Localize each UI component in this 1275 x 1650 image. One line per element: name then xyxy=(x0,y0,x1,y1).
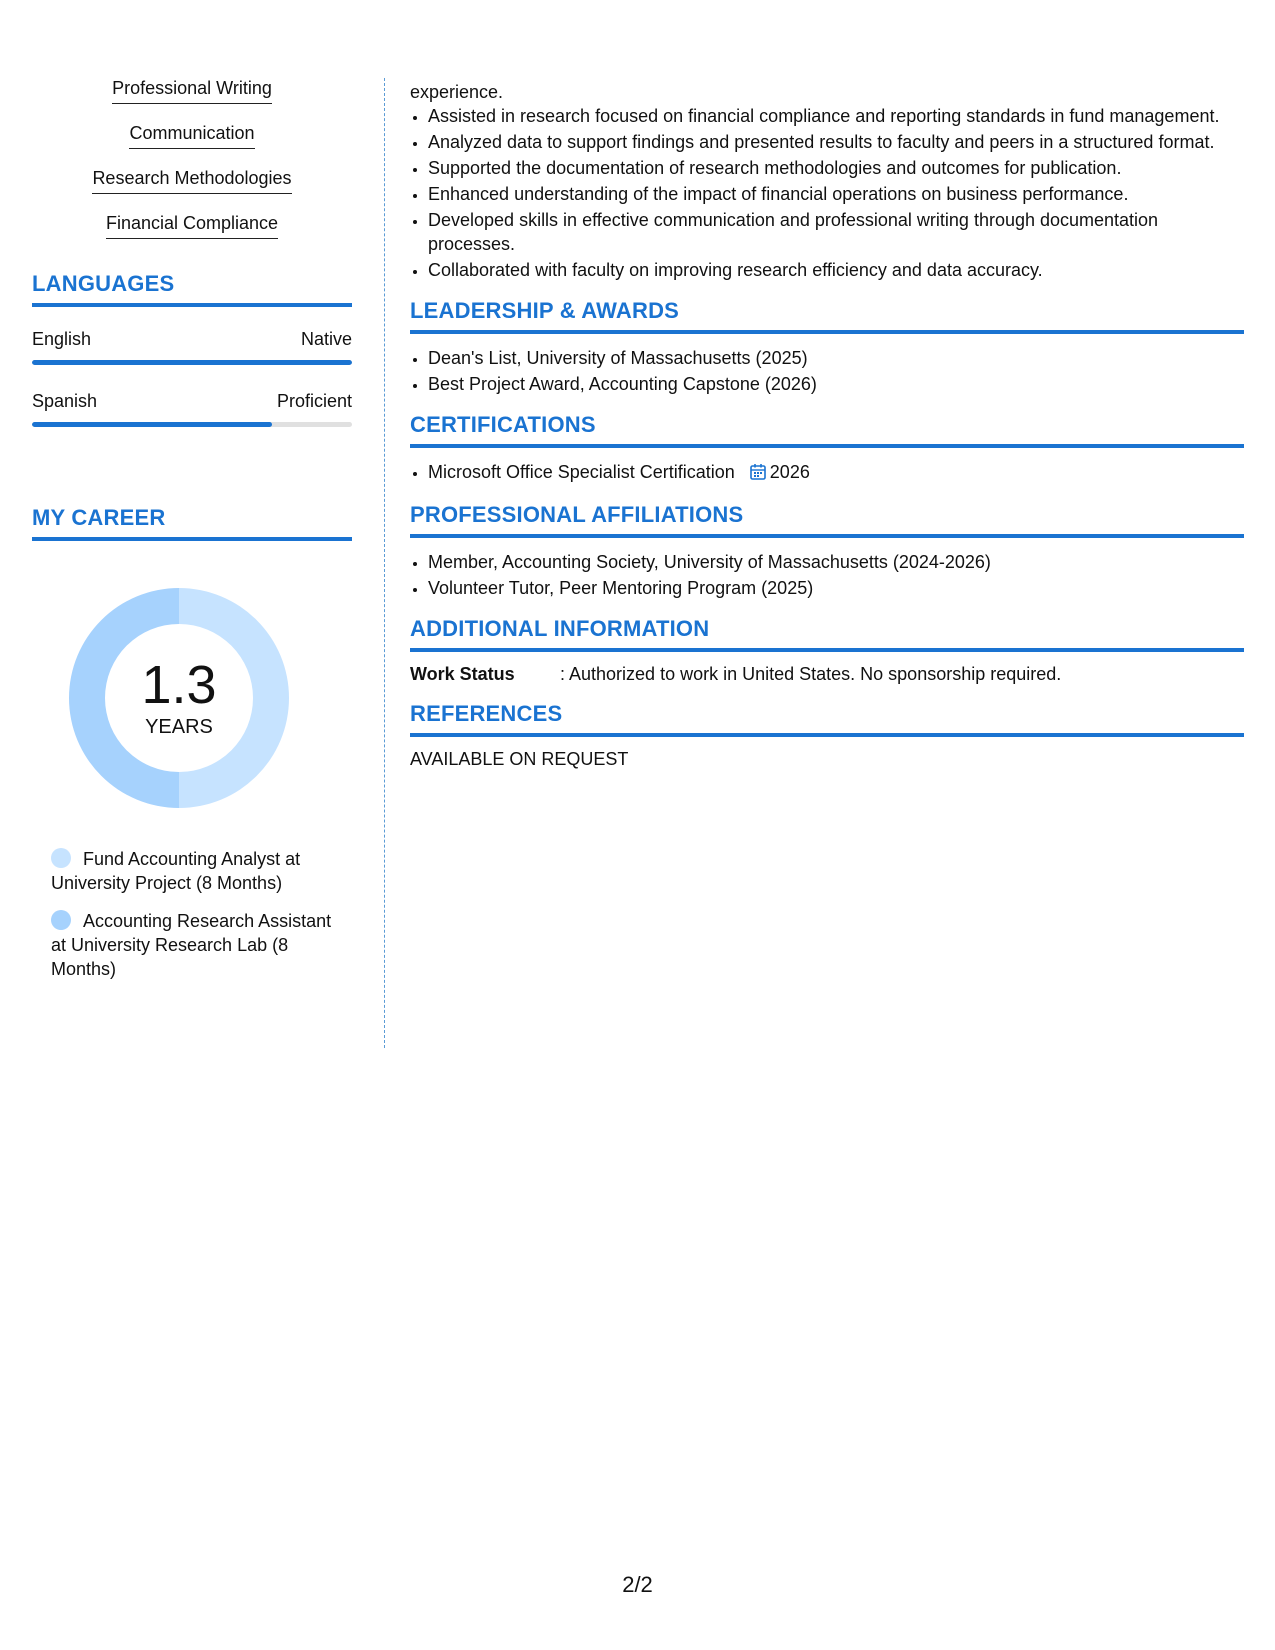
leadership-list xyxy=(410,346,1244,396)
experience-continuation: experience. xyxy=(410,82,504,102)
language-bar xyxy=(32,422,352,427)
career-legend xyxy=(32,847,341,981)
language-name: Spanish xyxy=(32,391,98,411)
experience-bullet: • Enhanced understanding of the impact of financial operations on business performance. xyxy=(428,182,1244,206)
experience-bullet: • Collaborated with faculty on improving research efficiency and data accuracy. xyxy=(428,258,1244,282)
language-level: Proficient xyxy=(276,391,352,411)
language-level: Native xyxy=(300,329,352,349)
skill-item: Communication xyxy=(129,123,254,149)
career-unit: YEARS xyxy=(145,715,213,738)
affiliation-item: • Member, Accounting Society, University of Massachusetts (2024-2026) xyxy=(428,550,1244,574)
language-item xyxy=(32,391,352,427)
certifications-list xyxy=(410,460,1244,486)
leadership-heading: LEADERSHIP & AWARDS xyxy=(410,298,1244,334)
skill-item: Research Methodologies xyxy=(92,168,291,194)
language-bar-fill xyxy=(32,360,352,365)
affiliations-heading: PROFESSIONAL AFFILIATIONS xyxy=(410,502,1244,538)
work-status-row xyxy=(410,664,1244,685)
career-total-years: 1.3 xyxy=(141,654,217,715)
experience-bullet: • Supported the documentation of research methodologies and outcomes for publication. xyxy=(428,156,1244,180)
language-name: English xyxy=(32,329,92,349)
experience-bullets xyxy=(410,104,1244,282)
work-status-value: : Authorized to work in United States. No sponsorship required. xyxy=(560,664,1062,684)
certification-date: 2026 xyxy=(750,462,810,482)
skill-item: Financial Compliance xyxy=(106,213,278,239)
skill-item: Professional Writing xyxy=(112,78,272,104)
certifications-heading: CERTIFICATIONS xyxy=(410,412,1244,448)
additional-info-heading: ADDITIONAL INFORMATION xyxy=(410,616,1244,652)
page-number: 2/2 xyxy=(622,1572,653,1597)
languages-heading: LANGUAGES xyxy=(32,271,352,307)
career-legend-item xyxy=(51,847,341,895)
career-legend-label: Fund Accounting Analyst at University Project (8 Months) xyxy=(51,849,301,893)
right-column xyxy=(410,80,1244,770)
experience-bullet: • Analyzed data to support findings and presented results to faculty and peers in a structured format. xyxy=(428,130,1244,154)
affiliations-list xyxy=(410,550,1244,600)
career-legend-label: Accounting Research Assistant at University Research Lab (8 Months) xyxy=(51,911,332,979)
references-text: AVAILABLE ON REQUEST xyxy=(410,749,629,769)
legend-dot xyxy=(51,848,71,868)
career-heading: MY CAREER xyxy=(32,505,352,541)
career-legend-item xyxy=(51,909,341,981)
certification-name: Microsoft Office Specialist Certification xyxy=(428,462,735,482)
skills-list xyxy=(32,78,352,239)
language-bar-fill xyxy=(32,422,272,427)
leadership-item: • Best Project Award, Accounting Capstone (2026) xyxy=(428,372,1244,396)
experience-bullet: • Developed skills in effective communication and professional writing through documentation processes. xyxy=(428,208,1244,256)
certification-item xyxy=(428,460,1244,486)
career-donut-chart xyxy=(66,585,292,811)
experience-bullet: • Assisted in research focused on financial compliance and reporting standards in fund management. xyxy=(428,104,1244,128)
leadership-item: • Dean's List, University of Massachusetts (2025) xyxy=(428,346,1244,370)
language-bar xyxy=(32,360,352,365)
work-status-label: Work Status xyxy=(410,664,515,684)
calendar-icon xyxy=(750,462,766,486)
left-column xyxy=(32,78,352,995)
affiliation-item: • Volunteer Tutor, Peer Mentoring Program (2025) xyxy=(428,576,1244,600)
legend-dot xyxy=(51,910,71,930)
language-item xyxy=(32,329,352,365)
references-heading: REFERENCES xyxy=(410,701,1244,737)
column-divider xyxy=(384,78,385,1048)
